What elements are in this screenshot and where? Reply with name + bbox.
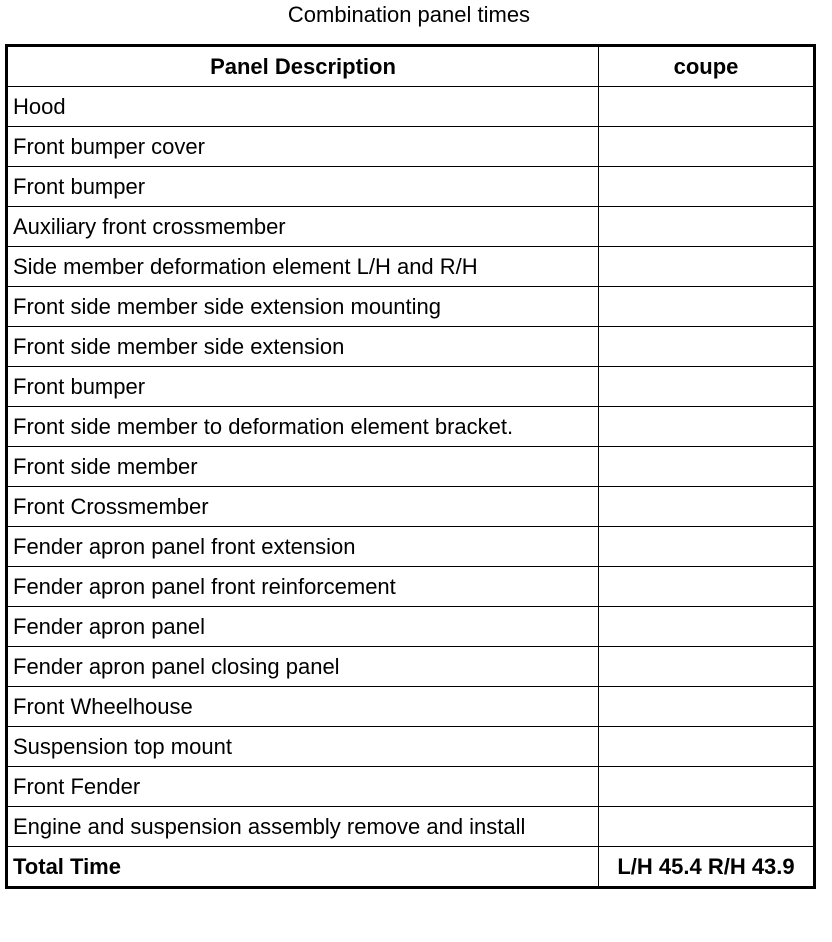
table-row [7, 167, 815, 207]
header-panel-description: Panel Description [7, 46, 599, 87]
table-row [7, 607, 815, 647]
coupe-time-cell [599, 767, 815, 807]
table-row [7, 87, 815, 127]
table-row [7, 407, 815, 447]
panel-times-table [5, 44, 816, 889]
table-header-row [7, 46, 815, 87]
table-row [7, 527, 815, 567]
coupe-time-cell [599, 367, 815, 407]
header-coupe: coupe [599, 46, 815, 87]
coupe-time-cell [599, 247, 815, 287]
total-coupe-value: L/H 45.4 R/H 43.9 [599, 847, 815, 888]
coupe-time-cell [599, 527, 815, 567]
panel-description-cell: Front Crossmember [7, 487, 599, 527]
panel-description-cell: Engine and suspension assembly remove and install [7, 807, 599, 847]
coupe-time-cell [599, 687, 815, 727]
table-row [7, 327, 815, 367]
table-row [7, 247, 815, 287]
coupe-time-cell [599, 447, 815, 487]
total-label: Total Time [7, 847, 599, 888]
panel-description-cell: Fender apron panel closing panel [7, 647, 599, 687]
panel-description-cell: Front side member side extension mounting [7, 287, 599, 327]
coupe-time-cell [599, 87, 815, 127]
coupe-time-cell [599, 487, 815, 527]
coupe-time-cell [599, 607, 815, 647]
coupe-time-cell [599, 167, 815, 207]
panel-description-cell: Front side member [7, 447, 599, 487]
table-row [7, 727, 815, 767]
panel-description-cell: Fender apron panel front extension [7, 527, 599, 567]
panel-description-cell: Hood [7, 87, 599, 127]
table-row [7, 367, 815, 407]
panel-description-cell: Side member deformation element L/H and R/H [7, 247, 599, 287]
panel-description-cell: Front Fender [7, 767, 599, 807]
coupe-time-cell [599, 207, 815, 247]
table-body [7, 87, 815, 847]
coupe-time-cell [599, 127, 815, 167]
panel-description-cell: Suspension top mount [7, 727, 599, 767]
coupe-time-cell [599, 647, 815, 687]
table-row [7, 687, 815, 727]
table-row [7, 287, 815, 327]
panel-description-cell: Fender apron panel [7, 607, 599, 647]
table-row [7, 647, 815, 687]
panel-description-cell: Front bumper [7, 367, 599, 407]
table-row [7, 447, 815, 487]
coupe-time-cell [599, 327, 815, 367]
panel-description-cell: Front bumper [7, 167, 599, 207]
panel-description-cell: Front side member to deformation element bracket. [7, 407, 599, 447]
table-row [7, 487, 815, 527]
table-row [7, 567, 815, 607]
panel-description-cell: Front bumper cover [7, 127, 599, 167]
table-row [7, 207, 815, 247]
coupe-time-cell [599, 807, 815, 847]
coupe-time-cell [599, 407, 815, 447]
panel-description-cell: Fender apron panel front reinforcement [7, 567, 599, 607]
coupe-time-cell [599, 727, 815, 767]
table-row [7, 127, 815, 167]
table-row [7, 807, 815, 847]
coupe-time-cell [599, 567, 815, 607]
table-row [7, 767, 815, 807]
panel-description-cell: Front Wheelhouse [7, 687, 599, 727]
panel-description-cell: Auxiliary front crossmember [7, 207, 599, 247]
total-row [7, 847, 815, 888]
coupe-time-cell [599, 287, 815, 327]
table-caption: Combination panel times [287, 2, 531, 27]
panel-description-cell: Front side member side extension [7, 327, 599, 367]
